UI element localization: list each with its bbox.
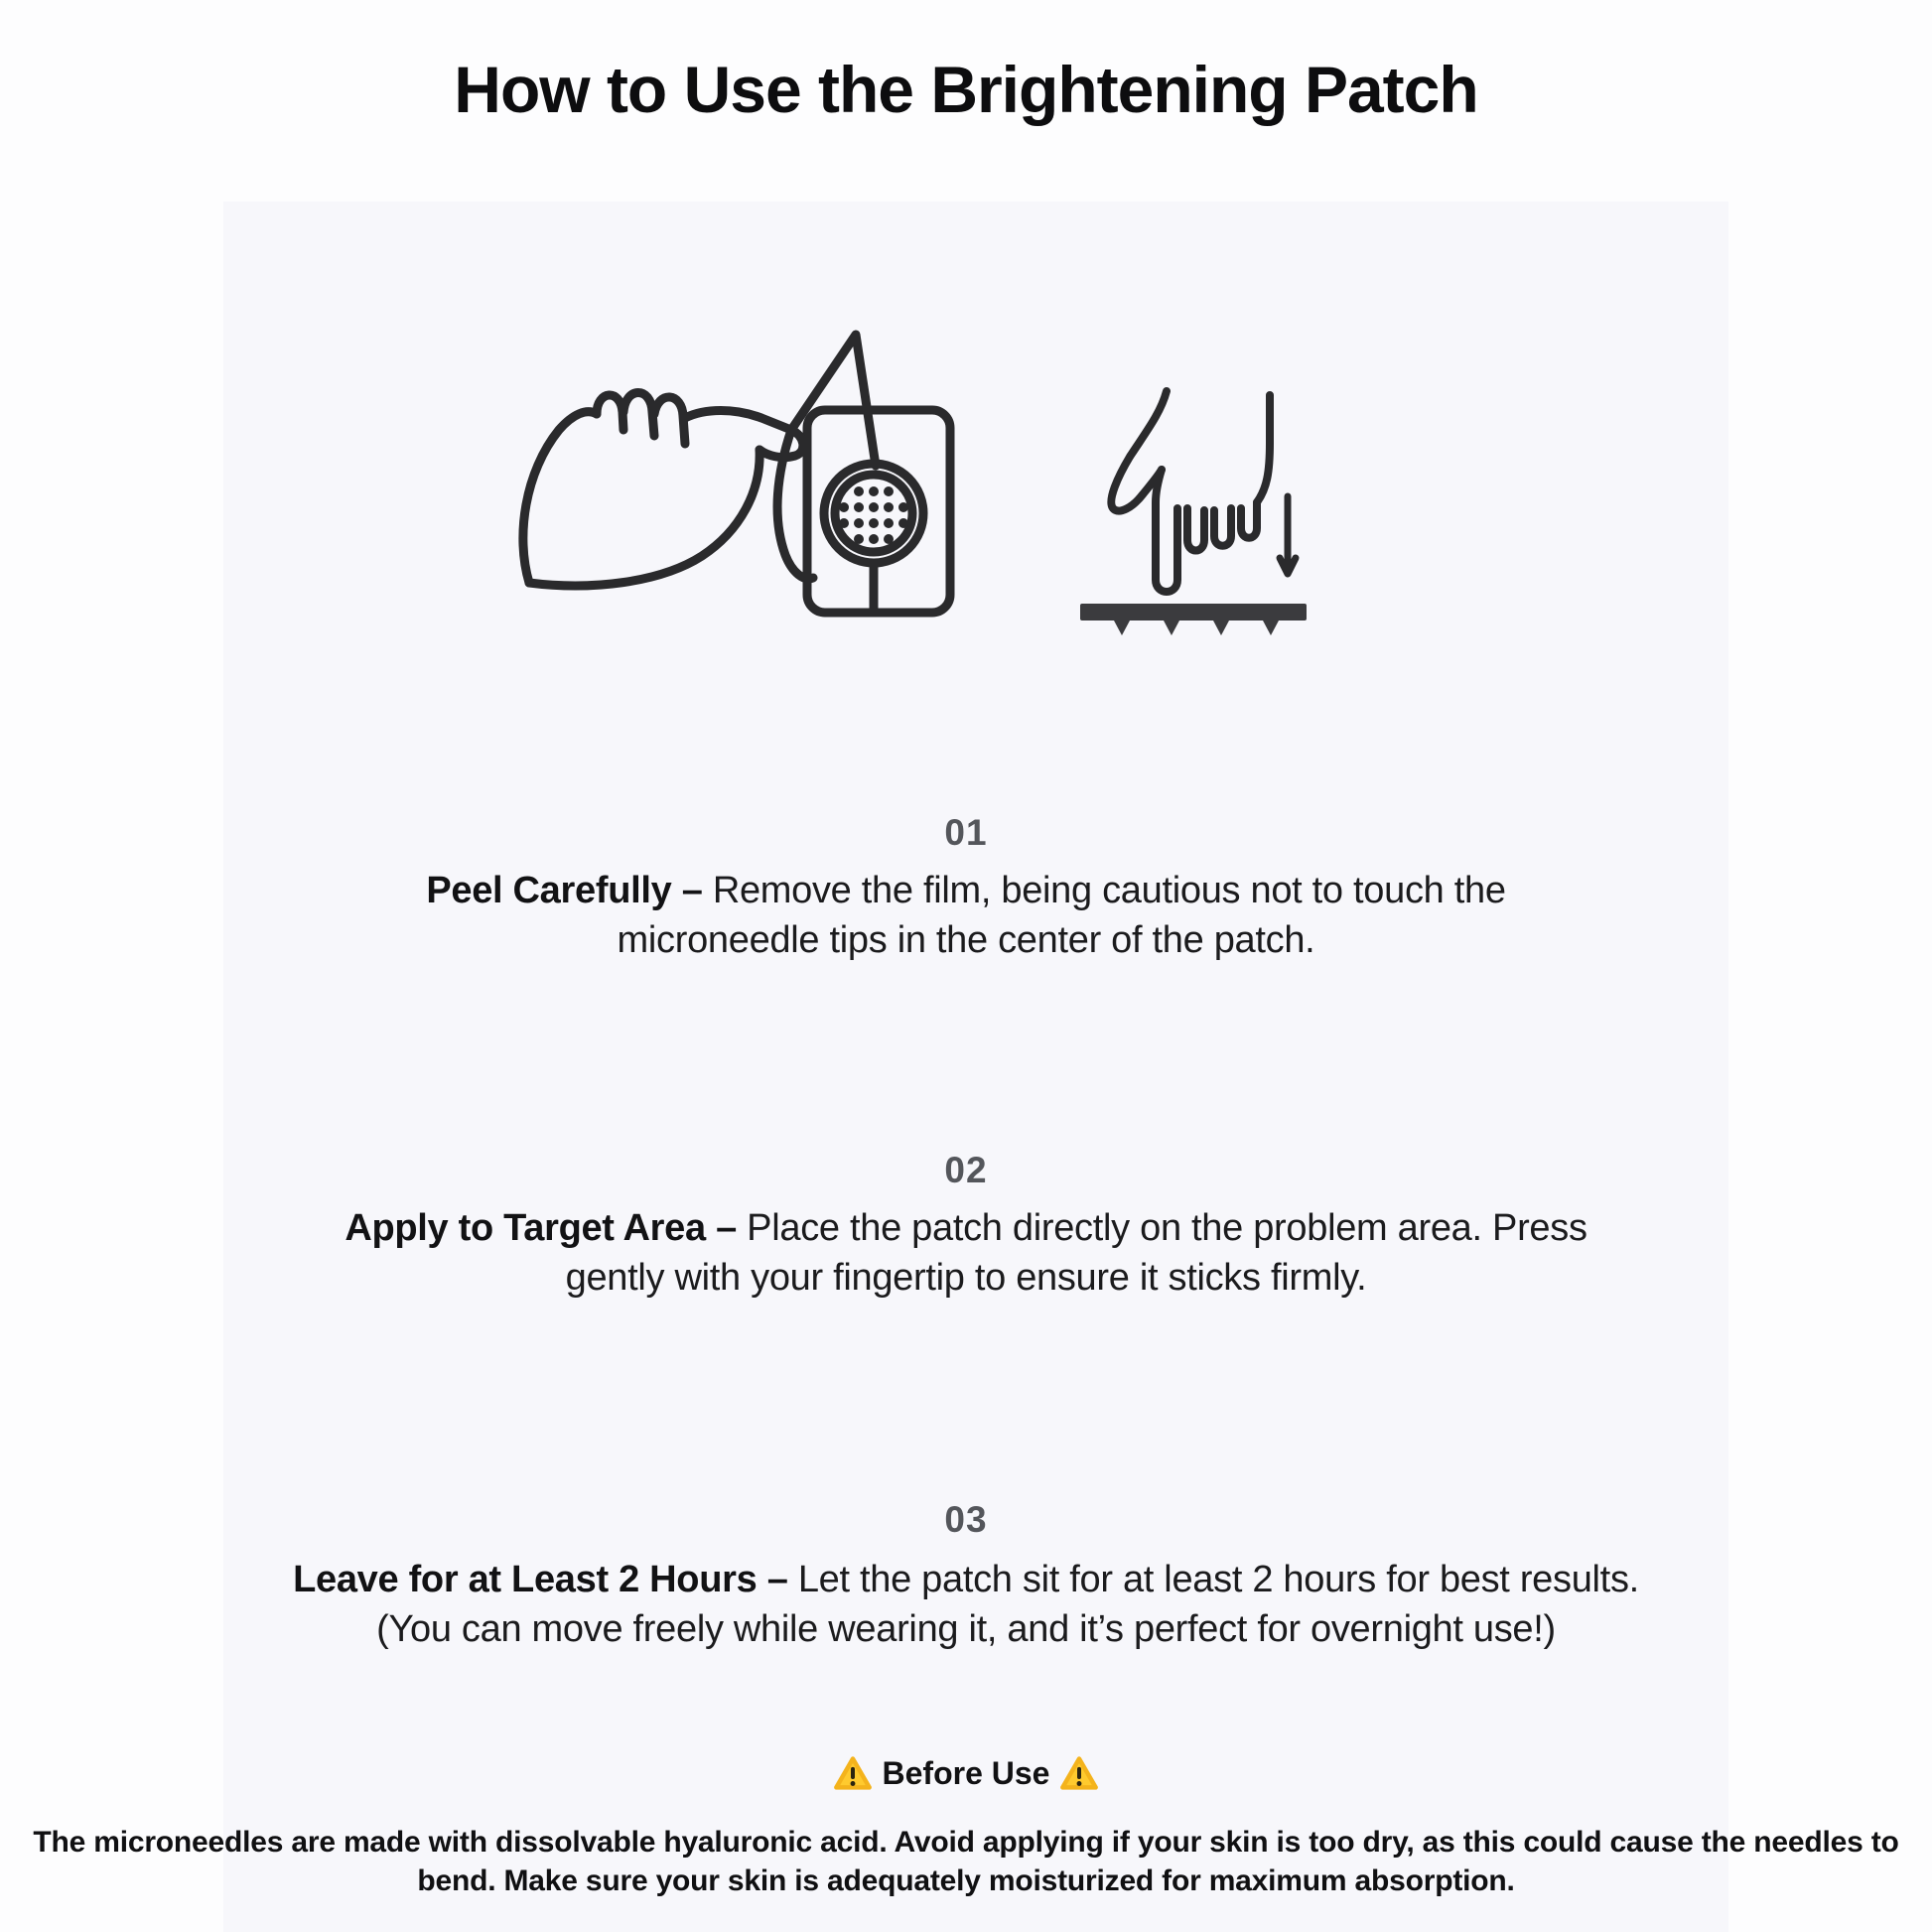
step-1-text: [321, 866, 1611, 965]
microneedle-dots-icon: [839, 486, 908, 544]
hand-icon: [523, 393, 803, 586]
press-finger-illustration: [1074, 385, 1312, 643]
step-3-lead: Leave for at Least 2 Hours –: [293, 1559, 788, 1600]
step-2-text: [291, 1203, 1641, 1303]
down-arrow-icon: [1280, 496, 1296, 574]
before-use-note: The microneedles are made with dissolvable hyaluronic acid. Avoid applying if your skin is too dry, as this could cause the needles to bend. Make sure your skin is adequately moisturized for maximum absorption.: [33, 1826, 1899, 1897]
step-3-number: 03: [944, 1499, 988, 1540]
before-use-heading: [0, 1755, 1932, 1792]
content-panel: [223, 202, 1728, 1932]
pressing-hand-icon: [1111, 391, 1270, 592]
step-2-lead: Apply to Target Area –: [345, 1207, 737, 1249]
page-title: How to Use the Brightening Patch: [454, 53, 1478, 126]
peel-film-illustration: [511, 323, 958, 621]
step-2-number: 02: [944, 1150, 988, 1190]
step-2-body: Place the patch directly on the problem area. Press gently with your fingertip to ensure it sticks firmly.: [565, 1207, 1587, 1300]
step-3-body: Let the patch sit for at least 2 hours for best results. (You can move freely while wearing it, and it’s perfect for overnight use!): [376, 1559, 1639, 1651]
patch-card: [807, 410, 950, 613]
before-use-label: Before Use: [882, 1755, 1050, 1791]
microneedle-strip-icon: [1080, 604, 1307, 635]
step-3-text: [291, 1555, 1641, 1654]
warning-icon: [1059, 1755, 1099, 1792]
step-1-lead: Peel Carefully –: [426, 870, 703, 911]
step-1-number: 01: [944, 812, 988, 853]
step-1-body: Remove the film, being cautious not to touch the microneedle tips in the center of the patch.: [617, 870, 1506, 962]
warning-icon: [833, 1755, 873, 1792]
